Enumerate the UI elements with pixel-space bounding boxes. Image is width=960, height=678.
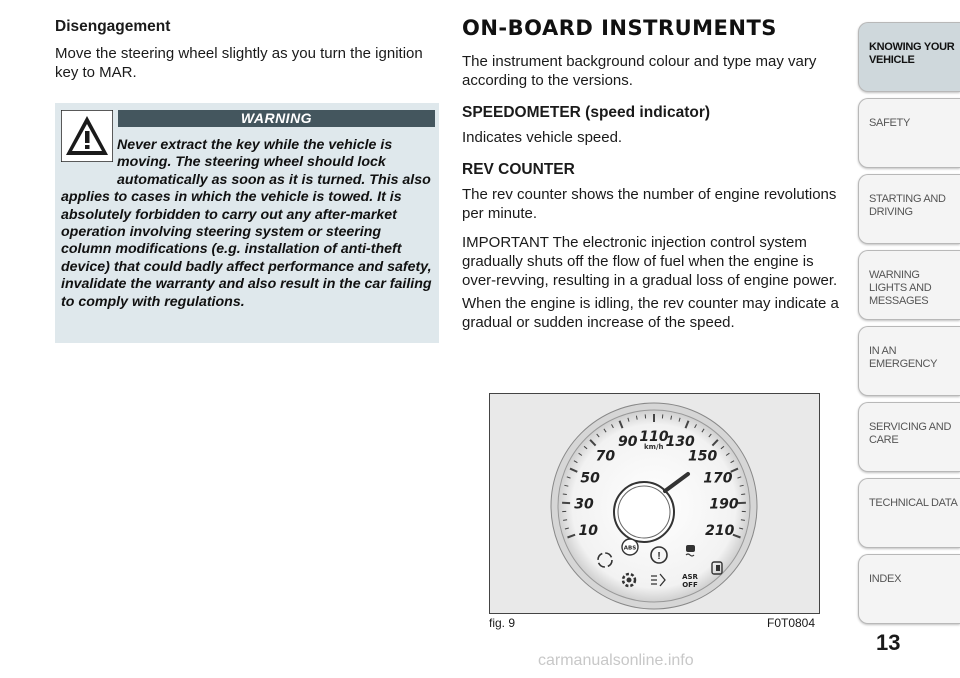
- warning-text: Never extract the key while the vehicle is moving. The steering wheel should lock automatically as soon as it is turned. This also applies to cases in which the vehicle is towed. It is absolutely forbidden to carry out any after-market operation involving steering system or steering column modifications (e.g. installation of anti-theft device) that could badly affect performance and safety, invalidate the warranty and also result in the car failing to comply with regulations.: [61, 137, 432, 310]
- tab-technical-data[interactable]: TECHNICAL DATA: [858, 478, 960, 548]
- speed-tick: [563, 520, 567, 521]
- speed-tick: [741, 494, 745, 495]
- speed-label: 170: [703, 470, 733, 487]
- speed-label: 10: [578, 522, 598, 539]
- abs-icon: [622, 539, 638, 555]
- idle-text: When the engine is idling, the rev counter may indicate a gradual or sudden increase of the speed.: [462, 295, 839, 331]
- speed-label: 130: [665, 434, 695, 451]
- tab-in-an-emergency[interactable]: IN AN EMERGENCY: [858, 326, 960, 396]
- figure-caption: fig. 9: [489, 616, 516, 630]
- speed-label: 30: [574, 496, 594, 513]
- speedometer-text: Indicates vehicle speed.: [462, 129, 623, 146]
- warning-text-wrap: [61, 137, 433, 311]
- speed-label: 190: [709, 496, 739, 513]
- left-column: [55, 18, 440, 82]
- speedometer-drawing: [490, 394, 819, 613]
- tab-knowing-your-vehicle[interactable]: KNOWING YOUR VEHICLE: [858, 22, 960, 92]
- speed-tick: [563, 494, 567, 495]
- figure-code: F0T0804: [767, 616, 816, 630]
- important-text: IMPORTANT The electronic injection control system gradually shuts off the flow of fuel when the engine is over-revving, resulting in a gradual loss of engine power.: [462, 234, 838, 289]
- intro-text: The instrument background colour and type may vary according to the versions.: [462, 53, 817, 89]
- speed-label: 90: [618, 434, 638, 451]
- warning-title: WARNING: [118, 110, 435, 127]
- speed-label: 70: [595, 448, 616, 465]
- rev-counter-text: The rev counter shows the number of engine revolutions per minute.: [462, 186, 837, 222]
- svg-text:OFF: OFF: [682, 581, 698, 589]
- speed-tick: [741, 520, 745, 521]
- asr-off-icon: [682, 573, 698, 589]
- disengagement-text: Move the steering wheel slightly as you turn the ignition key to MAR.: [55, 45, 423, 81]
- tab-starting-and-driving[interactable]: STARTING AND DRIVING: [858, 174, 960, 244]
- speed-label: 210: [705, 522, 735, 539]
- unit-label: km/h: [644, 443, 664, 451]
- section-title: ON-BOARD INSTRUMENTS: [462, 16, 777, 40]
- speed-label: 110: [639, 429, 669, 445]
- svg-text:ASR: ASR: [682, 573, 698, 581]
- speed-label: 150: [687, 448, 718, 465]
- tab-warning-lights[interactable]: WARNING LIGHTS AND MESSAGES: [858, 250, 960, 320]
- right-column: [462, 16, 847, 332]
- rev-counter-heading: REV COUNTER: [462, 161, 575, 178]
- tab-safety[interactable]: SAFETY: [858, 98, 960, 168]
- chapter-tabs: [858, 22, 960, 630]
- tab-index[interactable]: INDEX: [858, 554, 960, 624]
- speedometer-figure: [489, 393, 820, 614]
- svg-text:!: !: [657, 551, 661, 562]
- disengagement-heading: Disengagement: [55, 18, 171, 35]
- tab-servicing-and-care[interactable]: SERVICING AND CARE: [858, 402, 960, 472]
- page-number: 13: [876, 630, 901, 655]
- warning-box: [55, 103, 439, 343]
- watermark: carmanualsonline.info: [538, 652, 694, 669]
- speed-label: 50: [580, 470, 600, 487]
- svg-text:ABS: ABS: [623, 545, 637, 552]
- speedometer-heading: SPEEDOMETER (speed indicator): [462, 104, 711, 121]
